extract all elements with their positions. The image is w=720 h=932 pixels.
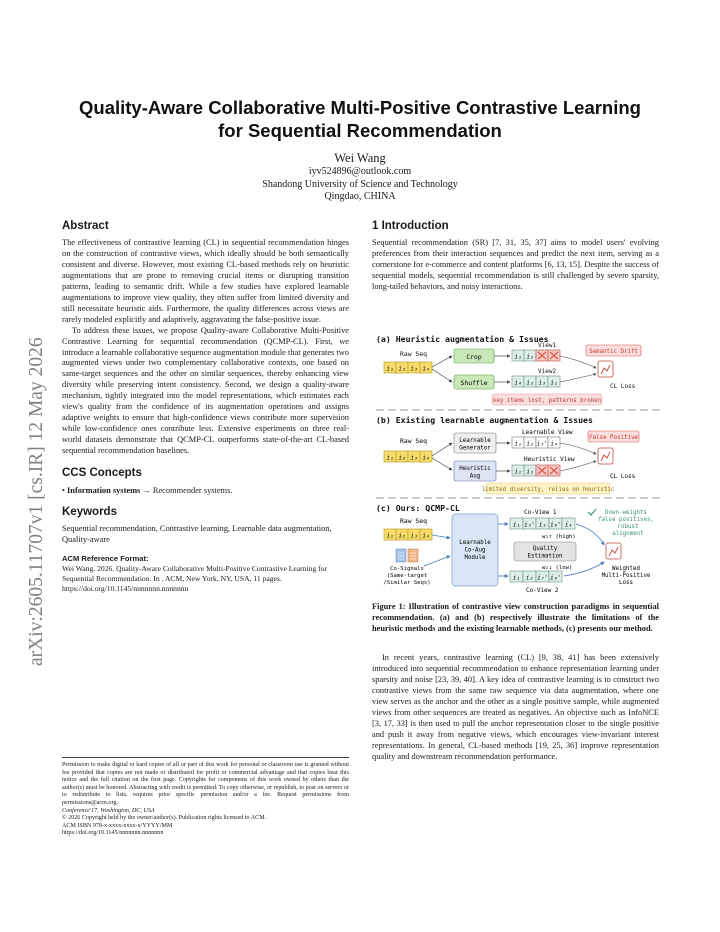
permission-text: Permission to make digital or hard copies of all or part of this work for personal or classroom use is granted without fee provided that copies are not made or distributed for profit or commercial advantage and that copies bear this notice and the full citation on the first page. Copyrights for components of this work owned by others than the author(s) must be honored. Abstracting with credit is permitted. To copy otherwise, or republish, to post on servers or to redistribute to lists, requires prior specific permission and/or a fee. Request permissions from permissions@acm.org. <box>62 762 349 806</box>
introduction-heading: 1 Introduction <box>372 220 449 232</box>
down-weight-note <box>588 509 654 537</box>
false-positive-tag <box>588 431 639 442</box>
svg-text:false positives,: false positives, <box>598 517 654 523</box>
weight-low: w₂↓ (low) <box>542 565 573 571</box>
crop-op <box>454 349 494 363</box>
author-email: iyv524896@outlook.com <box>308 166 412 177</box>
svg-text:i₂: i₂ <box>526 440 534 448</box>
svg-text:i₁: i₁ <box>514 353 522 361</box>
keywords-heading: Keywords <box>62 506 117 519</box>
svg-text:i₃: i₃ <box>410 365 418 373</box>
svg-text:Estimation: Estimation <box>527 553 563 560</box>
svg-text:i₁: i₁ <box>514 468 522 476</box>
author-name: Wei Wang <box>334 151 386 165</box>
weighted-loss-label-3: Loss <box>619 580 633 586</box>
svg-text:i₃: i₃ <box>538 379 546 387</box>
svg-text:i₄: i₄ <box>422 454 430 462</box>
co-signals-label-2: (Same-target <box>386 573 428 579</box>
panel-a-view2: View2 <box>538 368 557 375</box>
ccs-term-2: Recommender systems. <box>152 486 233 496</box>
svg-text:Down-weights: Down-weights <box>605 510 647 516</box>
keywords-text: Sequential recommendation, Contrastive learning, Learnable data augmentation, Quality-aware <box>62 524 332 545</box>
acm-reference-label: ACM Reference Format: <box>62 553 149 563</box>
ccs-heading: CCS Concepts <box>62 467 142 480</box>
ccs-arrow: → <box>142 486 151 496</box>
keywords-section <box>62 505 349 546</box>
panel-a-loss: CL Loss <box>610 383 636 390</box>
panel-c-raw-sequence <box>384 529 432 540</box>
svg-text:i₂: i₂ <box>526 353 534 361</box>
cl-loss-icon <box>598 448 613 464</box>
svg-text:robust: robust <box>617 524 639 530</box>
svg-text:i₁: i₁ <box>550 379 558 387</box>
author-block <box>160 151 560 204</box>
figure-1-diagram <box>374 330 662 598</box>
panel-b-title: (b) Existing learnable augmentation & Issues <box>376 415 593 425</box>
introduction-paragraph-2: In recent years, contrastive learning (CL) [9, 38, 41] has been extensively introduced into sequential recommendation to enhance representation learning under sparsity and noise [23, 39, 40]. A key idea of contrastive learning is to construct two contrastive views from the same raw sequence via data augmentation, where one view serves as the anchor and the other as a single positive sample, while augmented views from other sequences are treated as negatives. An objective such as InfoNCE [3, 17, 33] is then used to pull the anchor representation closer to the single positive and push it away from negative views, which encourages view-invariant interest representations. In general, CL-based methods [19, 25, 36] improve representation quality and downstream recommendation performance. <box>372 653 659 761</box>
panel-b-heuristic-view: Heuristic View <box>524 456 575 463</box>
panel-b-loss: CL Loss <box>610 473 636 480</box>
learnable-generator-op <box>454 433 496 453</box>
co-signals-label-3: /Similar Seqs) <box>383 580 431 586</box>
doi-line: https://doi.org/10.1145/nnnnnnn.nnnnnnn <box>62 830 164 837</box>
panel-a-view1: View1 <box>538 342 557 349</box>
svg-text:i₃: i₃ <box>410 532 418 540</box>
co-view-1-label: Co-View 1 <box>524 509 557 516</box>
author-affiliation: Shandong University of Science and Technology <box>262 178 458 190</box>
author-location: Qingdao, CHINA <box>324 191 396 202</box>
conference-name: Conference'17, Washington, DC, USA <box>62 807 155 814</box>
weight-high: w₁↑ (high) <box>542 534 576 540</box>
svg-text:i₃: i₃ <box>410 454 418 462</box>
svg-text:i₂: i₂ <box>526 468 534 476</box>
svg-text:i₂: i₂ <box>398 365 406 373</box>
svg-text:Shuffle: Shuffle <box>460 379 488 387</box>
weighted-loss-icon <box>606 543 621 559</box>
panel-a-title: (a) Heuristic augmentation & Issues <box>376 334 549 344</box>
svg-text:i₁: i₁ <box>514 440 522 448</box>
acm-reference <box>62 554 349 594</box>
co-view-1-seq <box>510 518 575 529</box>
svg-text:i₄: i₄ <box>514 379 522 387</box>
svg-text:False Positive: False Positive <box>589 435 638 441</box>
svg-text:limited diversity, relies on h: limited diversity, relies on heuristic <box>481 487 615 493</box>
weighted-loss-label-2: Multi-Positive <box>601 573 651 579</box>
copyright-line: © 2026 Copyright held by the owner/author(s). Publication rights licensed to ACM. <box>62 815 267 822</box>
abstract-heading: Abstract <box>62 220 109 232</box>
introduction-paragraph-1: Sequential recommendation (SR) [7, 31, 35, 37] aims to model users' evolving preferences from their interaction sequences and predict the next item, serving as a cornerstone for e-commerce and content platforms [6, 13, 15]. Despite the success of sequential models, sequential recommendation is still challenged by severe sparsity, long-tailed behaviors, and noisy interactions. <box>372 238 659 291</box>
introduction-continued <box>372 653 659 763</box>
svg-text:Heuristic: Heuristic <box>459 466 491 472</box>
shuffle-op <box>454 375 494 389</box>
svg-text:i₄: i₄ <box>422 365 430 373</box>
co-view-2-seq <box>510 571 562 582</box>
co-view-2-label: Co-View 2 <box>526 587 559 594</box>
svg-text:i₇': i₇' <box>537 574 548 582</box>
svg-text:i₆': i₆' <box>550 521 561 529</box>
svg-text:Aug: Aug <box>469 473 481 480</box>
svg-text:i₄: i₄ <box>422 532 430 540</box>
svg-text:key items lost, patterns broke: key items lost, patterns broken <box>492 398 602 404</box>
svg-text:i₂: i₂ <box>398 454 406 462</box>
svg-text:i₄: i₄ <box>564 521 573 529</box>
svg-text:i₁: i₁ <box>512 574 521 582</box>
panel-c-title: (c) Ours: QCMP-CL <box>376 503 460 513</box>
co-signals-label-1: Co-Signals <box>390 566 424 572</box>
svg-text:Quality: Quality <box>532 546 558 552</box>
svg-text:i₂: i₂ <box>398 532 406 540</box>
panel-b-learnable-view: Learnable View <box>522 429 573 436</box>
svg-text:i₅': i₅' <box>536 440 548 448</box>
svg-text:i₂: i₂ <box>526 379 534 387</box>
svg-text:i₁: i₁ <box>386 365 394 373</box>
svg-text:Crop: Crop <box>466 353 482 361</box>
semantic-drift-tag <box>586 345 641 356</box>
ccs-term-1: Information systems <box>67 486 141 496</box>
ccs-section <box>62 466 349 496</box>
panel-a-view2-seq <box>512 376 560 387</box>
permission-block <box>62 757 349 838</box>
svg-text:i₁: i₁ <box>512 521 521 529</box>
ccs-concepts <box>62 485 349 496</box>
ccs-bullet: • <box>62 486 65 496</box>
svg-text:i₂: i₂ <box>525 574 534 582</box>
right-column <box>372 219 659 293</box>
co-signals-icon <box>396 549 418 562</box>
quality-estimation <box>514 542 576 561</box>
panel-b-heuristic-view-seq <box>512 465 560 476</box>
cl-loss-icon <box>598 361 613 377</box>
svg-text:i₁: i₁ <box>386 454 394 462</box>
panel-a-view1-seq <box>512 350 560 361</box>
title-line-1: Quality-Aware Collaborative Multi-Positive Contrastive Learning <box>79 97 641 118</box>
arxiv-stamp-text: arXiv:2605.11707v1 [cs.IR] 12 May 2026 <box>26 337 47 666</box>
acm-reference-text: Wei Wang. 2026. Quality-Aware Collaborative Multi-Positive Contrastive Learning for Sequential Recommendation. In . ACM, New York, NY, USA, 11 pages. https://doi.org/10.1145/nnnnnnn.nnnnnnn <box>62 563 327 593</box>
title-line-2: for Sequential Recommendation <box>218 120 502 141</box>
panel-b-raw-seq: Raw Seq <box>400 437 427 445</box>
isbn-line: ACM ISBN 978-x-xxxx-xxxx-x/YYYY/MM <box>62 822 173 829</box>
svg-text:Learnable: Learnable <box>459 438 491 444</box>
left-column <box>62 219 349 594</box>
panel-a-raw-seq: Raw Seq <box>400 350 427 358</box>
panel-b-raw-sequence <box>384 451 432 462</box>
arxiv-stamp <box>6 190 58 690</box>
panel-b-issue <box>482 483 615 494</box>
svg-text:Generator: Generator <box>459 445 491 452</box>
svg-text:i₃: i₃ <box>538 521 547 529</box>
svg-text:i₅': i₅' <box>524 521 535 529</box>
svg-text:alignment: alignment <box>612 531 644 537</box>
learnable-co-aug-module <box>452 514 498 586</box>
panel-b-learnable-view-seq <box>512 437 560 448</box>
svg-text:Semantic Drift: Semantic Drift <box>589 349 638 355</box>
abstract-paragraph-2: To address these issues, we propose Quality-aware Collaborative Multi-Positive Contrastive Learning for sequential recommendation (QCMP-CL). First, we introduce a learnable collaborative sequence augmentation module that generates two augmented views under two complementary collaborative contexts, one based on same-target sequences and the other on similar sequences, thereby enhancing view diversity while preserving intent consistency. Second, we design a quality-aware mechanism, tightly integrated into the model representations, which estimates each view's quality from the confidence of its augmentation operations and assigns adaptive weights to ensure that high-confidence views contribute more supervision while low-confidence ones contribute less. Extensive experiments on three real-world datasets demonstrate that QCMP-CL outperforms state-of-the-art CL-based sequential recommendation baselines. <box>62 325 349 456</box>
svg-text:i₈': i₈' <box>550 574 561 582</box>
panel-a-raw-sequence <box>384 362 432 373</box>
abstract-paragraph-1: The effectiveness of contrastive learning (CL) in sequential recommendation hinges on the construction of contrastive views, which ideally should be both semantically consistent and diverse. However, most existing CL-based methods rely on heuristic augmentations that are prone to removing crucial items or disrupting transition patterns, leading to semantic drift. While a few studies have explored learnable augmentations to improve view quality, they often suffer from limited diversity and still necessitate heuristic aids. Furthermore, the quality differences across views are rarely modeled explicitly and adaptively, aggravating the false-positive issue. <box>62 238 349 324</box>
weighted-loss-label-1: Weighted <box>612 566 640 572</box>
svg-text:Co-Aug: Co-Aug <box>464 547 486 554</box>
figure-1 <box>374 330 662 598</box>
panel-c-raw-seq: Raw Seq <box>400 517 427 525</box>
svg-text:i₁: i₁ <box>386 532 394 540</box>
paper-title <box>40 96 680 142</box>
heuristic-aug-op <box>454 461 496 481</box>
svg-text:i₄: i₄ <box>550 440 558 448</box>
svg-text:Learnable: Learnable <box>459 540 491 546</box>
svg-text:Module: Module <box>464 555 486 561</box>
figure-caption: Figure 1: Illustration of contrastive view construction paradigms in sequential recommendation. (a) and (b) respectively illustrate the limitations of the heuristic methods and the existing learnable methods, (c) presents our method. <box>372 602 659 633</box>
panel-a-issue <box>492 394 602 405</box>
